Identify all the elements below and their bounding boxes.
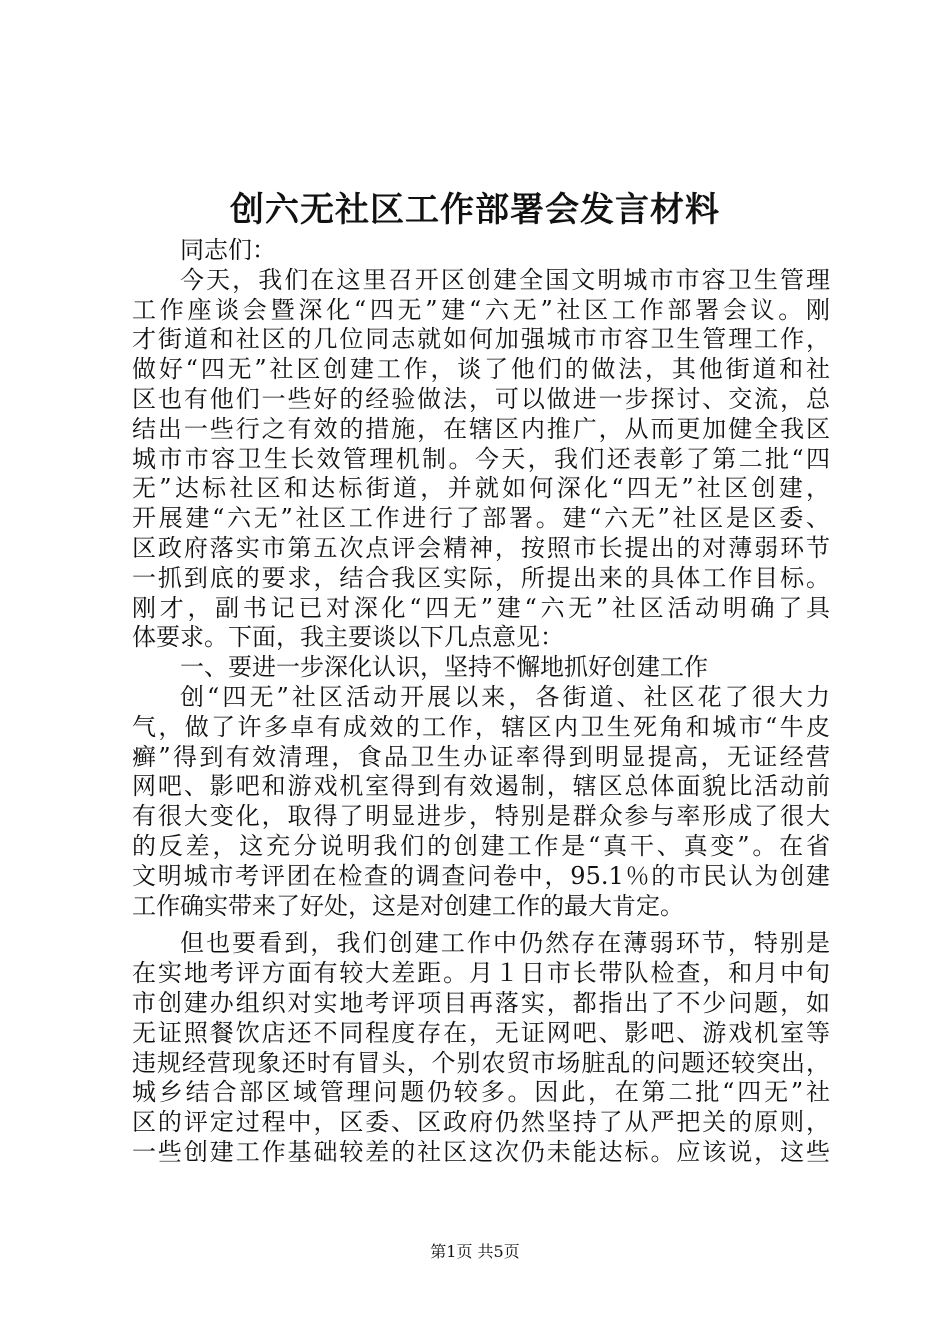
paragraph-line: 癣”得到有效清理，食品卫生办证率得到明显提高，无证经营 [132, 742, 830, 771]
paragraph-line: 做好“四无”社区创建工作，谈了他们的做法，其他街道和社 [132, 355, 830, 384]
paragraph-line: 市创建办组织对实地考评项目再落实，都指出了不少问题，如 [132, 988, 830, 1017]
paragraph-line: 无证照餐饮店还不同程度存在，无证网吧、影吧、游戏机室等 [132, 1018, 830, 1047]
paragraph-3 [132, 929, 830, 1167]
paragraph-1 [132, 266, 830, 653]
paragraph-spacer [132, 921, 830, 929]
paragraph-line: 一抓到底的要求，结合我区实际，所提出来的具体工作目标。 [132, 563, 830, 592]
paragraph-line: 今天，我们在这里召开区创建全国文明城市市容卫生管理 [180, 265, 830, 294]
paragraph-line: 区政府落实市第五次点评会精神，按照市长提出的对薄弱环节 [132, 533, 830, 562]
paragraph-line: 工作确实带来了好处，这是对创建工作的最大肯定。 [132, 891, 684, 920]
paragraph-line: 城市市容卫生长效管理机制。今天，我们还表彰了第二批“四 [132, 444, 830, 473]
page-footer: 第1页 共5页 [430, 1242, 520, 1261]
paragraph-line: 区也有他们一些好的经验做法，可以做进一步探讨、交流，总 [132, 384, 830, 413]
paragraph-line: 开展建“六无”社区工作进行了部署。建“六无”社区是区委、 [132, 504, 830, 533]
paragraph-line: 在实地考评方面有较大差距。月１日市长带队检查，和月中旬 [132, 959, 830, 988]
paragraph-line: 网吧、影吧和游戏机室得到有效遏制，辖区总体面貌比活动前 [132, 772, 830, 801]
paragraph-line: 结出一些行之有效的措施，在辖区内推广，从而更加健全我区 [132, 414, 830, 443]
section-heading: 一、要进一步深化认识，坚持不懈地抓好创建工作 [180, 653, 708, 682]
paragraph-line: 有很大变化，取得了明显进步，特别是群众参与率形成了很大 [132, 802, 830, 831]
paragraph-line: 无”达标社区和达标街道，并就如何深化“四无”社区创建， [132, 474, 830, 503]
paragraph-line: 体要求。下面，我主要谈以下几点意见： [132, 623, 564, 652]
document-title: 创六无社区工作部署会发言材料 [230, 190, 720, 230]
paragraph-line: 工作座谈会暨深化“四无”建“六无”社区工作部署会议。刚 [132, 295, 830, 324]
document-body [132, 236, 830, 1168]
paragraph-line: 刚才，副书记已对深化“四无”建“六无”社区活动明确了具 [132, 593, 830, 622]
paragraph-line: 区的评定过程中，区委、区政府仍然坚持了从严把关的原则， [132, 1108, 830, 1137]
paragraph-line: 气，做了许多卓有成效的工作，辖区内卫生死角和城市“牛皮 [132, 712, 830, 741]
paragraph-line: 文明城市考评团在检查的调查问卷中，95.1％的市民认为创建 [132, 861, 830, 890]
paragraph-line: 的反差，这充分说明我们的创建工作是“真干、真变”。在省 [132, 831, 830, 860]
paragraph-line: 违规经营现象还时有冒头，个别农贸市场脏乱的问题还较突出， [132, 1048, 830, 1077]
salutation: 同志们： [180, 236, 276, 264]
paragraph-line: 但也要看到，我们创建工作中仍然存在薄弱环节，特别是 [180, 929, 830, 958]
paragraph-line: 一些创建工作基础较差的社区这次仍未能达标。应该说，这些 [132, 1137, 830, 1166]
paragraph-line: 创“四无”社区活动开展以来，各街道、社区花了很大力 [180, 682, 830, 711]
paragraph-2 [132, 683, 830, 921]
paragraph-line: 才街道和社区的几位同志就如何加强城市市容卫生管理工作， [132, 325, 830, 354]
paragraph-line: 城乡结合部区域管理问题仍较多。因此，在第二批“四无”社 [132, 1078, 830, 1107]
